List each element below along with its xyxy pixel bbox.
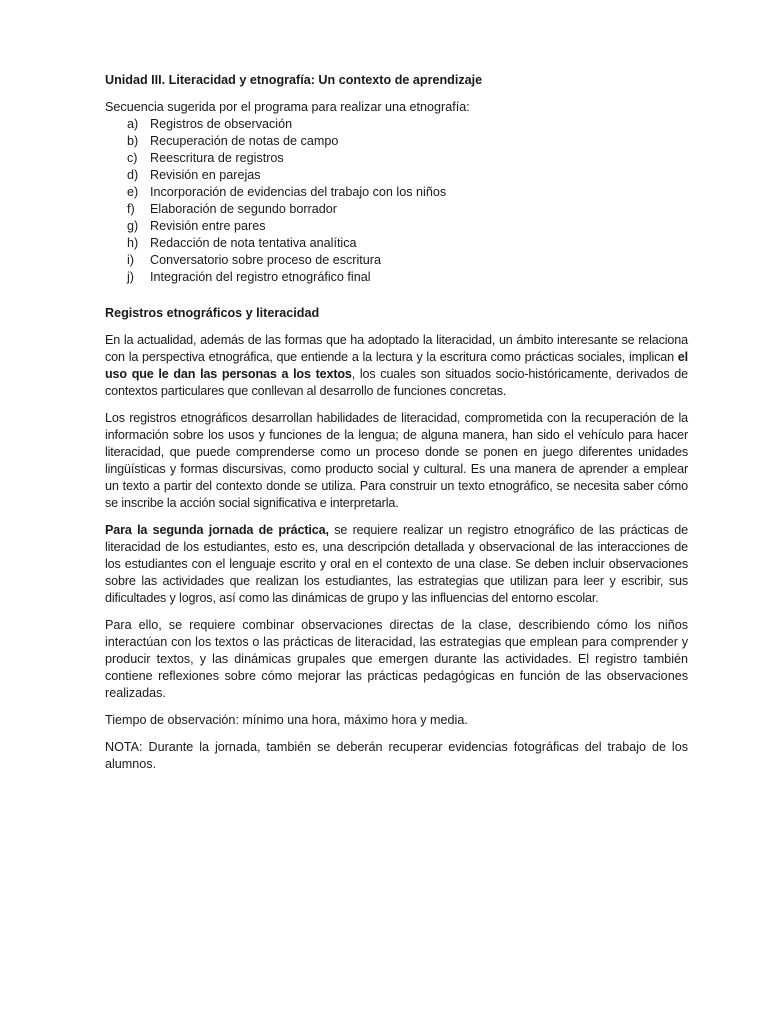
- sequence-intro: Secuencia sugerida por el programa para realizar una etnografía:: [105, 100, 470, 114]
- list-marker: b): [127, 134, 139, 148]
- list-item-text: Revisión en parejas: [150, 168, 261, 182]
- list-marker: c): [127, 151, 138, 165]
- list-item-text: Registros de observación: [150, 117, 293, 131]
- paragraph-text: En la actualidad, además de las formas que ha adoptado la literacidad, un ámbito interesante se relaciona con la perspectiva etnográfica, que entiende a la lectura y la escritura como prácticas sociales, implican: [105, 333, 688, 364]
- sequence-list: [105, 116, 688, 286]
- list-marker: h): [127, 236, 139, 250]
- section-title: Registros etnográficos y literacidad: [105, 306, 320, 320]
- list-marker: a): [127, 117, 139, 131]
- list-item-text: Incorporación de evidencias del trabajo con los niños: [150, 185, 447, 199]
- list-item-text: Revisión entre pares: [150, 219, 266, 233]
- list-item: [105, 252, 688, 269]
- list-item-text: Recuperación de notas de campo: [150, 134, 339, 148]
- list-item: [105, 150, 688, 167]
- list-item-text: Elaboración de segundo borrador: [150, 202, 337, 216]
- list-item: [105, 269, 688, 286]
- emphasis-text: Para la segunda jornada de práctica,: [105, 523, 329, 537]
- unit-title: Unidad III. Literacidad y etnografía: Un contexto de aprendizaje: [105, 73, 483, 87]
- list-item: [105, 167, 688, 184]
- paragraph-note: NOTA: Durante la jornada, también se deberán recuperar evidencias fotográficas del trabajo de los alumnos.: [105, 740, 688, 771]
- paragraph-second-practice: [105, 522, 688, 607]
- list-marker: e): [127, 185, 139, 199]
- emphasis-text: el uso que le dan las personas a los textos: [105, 350, 688, 381]
- list-item-text: Redacción de nota tentativa analítica: [150, 236, 357, 250]
- list-item-text: Conversatorio sobre proceso de escritura: [150, 253, 381, 267]
- list-marker: j): [127, 270, 134, 284]
- paragraph-text: se requiere realizar un registro etnográfico de las prácticas de literacidad de los estudiantes, esto es, una descripción detallada y observacional de las interacciones de los estudiantes con el lenguaje escrito y oral en el contexto de una clase. Se deben incluir observaciones sobre las actividades que realizan los estudiantes, las estrategias que utilizan para leer y escribir, sus dificultades y logros, así como las dinámicas de grupo y las influencias del entorno escolar.: [105, 523, 688, 605]
- paragraph-observation-time: Tiempo de observación: mínimo una hora, máximo hora y media.: [105, 713, 468, 727]
- list-marker: i): [127, 253, 134, 267]
- list-item: [105, 116, 688, 133]
- paragraph-observation-method: Para ello, se requiere combinar observaciones directas de la clase, describiendo cómo los niños interactúan con los textos o las prácticas de literacidad, las estrategias que emplean para comprender y producir textos, y las dinámicas grupales que emergen durante las actividades. El registro también contiene reflexiones sobre cómo mejorar las prácticas pedagógicas en función de las observaciones realizadas.: [105, 618, 688, 700]
- list-marker: g): [127, 219, 139, 233]
- list-item: [105, 133, 688, 150]
- list-item: [105, 218, 688, 235]
- list-marker: d): [127, 168, 139, 182]
- list-item-text: Reescritura de registros: [150, 151, 284, 165]
- list-item: [105, 184, 688, 201]
- paragraph-text: , los cuales son situados socio-históricamente, derivados de contextos particulares que conllevan al desarrollo de funciones concretas.: [105, 367, 688, 398]
- list-marker: f): [127, 202, 135, 216]
- paragraph-ethnographic-records: Los registros etnográficos desarrollan habilidades de literacidad, comprometida con la recuperación de la información sobre los usos y funciones de la lengua; de alguna manera, han sido el vehículo para hacer literacidad, que puede comprenderse como un proceso donde se ponen en juego diferentes unidades lingüísticas y formas discursivas, como producto social y cultural. Es una manera de aprender a emplear un texto a partir del contexto donde se utiliza. Para construir un texto etnográfico, se necesita saber cómo se inscribe la acción social significativa e interpretarla.: [105, 411, 688, 510]
- list-item-text: Integración del registro etnográfico final: [150, 270, 371, 284]
- paragraph-intro-literacy: [105, 332, 688, 400]
- list-item: [105, 201, 688, 218]
- list-item: [105, 235, 688, 252]
